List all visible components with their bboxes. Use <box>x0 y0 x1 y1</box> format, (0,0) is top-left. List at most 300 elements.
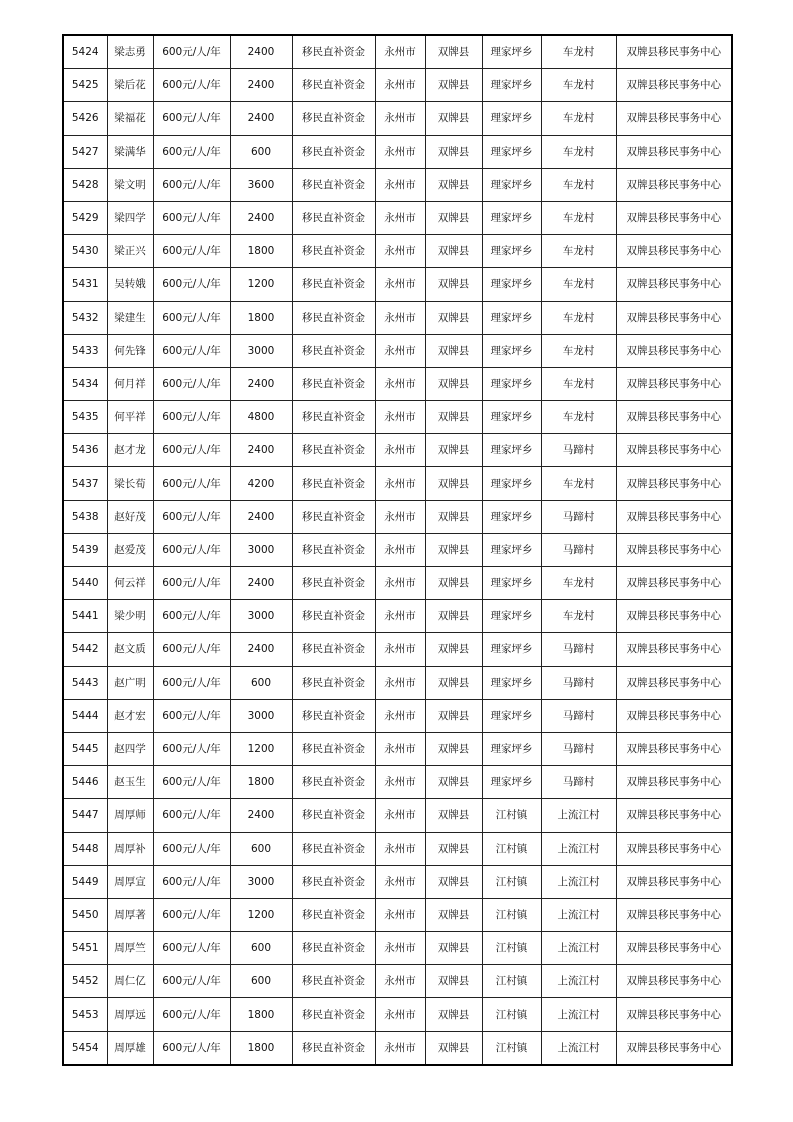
row-id-cell: 5431 <box>63 268 107 301</box>
name-cell: 赵爱茂 <box>107 533 153 566</box>
name-cell: 何平祥 <box>107 401 153 434</box>
fund-type-cell: 移民直补资金 <box>292 434 375 467</box>
county-cell: 双牌县 <box>425 500 482 533</box>
row-id-cell: 5434 <box>63 367 107 400</box>
village-cell: 车龙村 <box>541 235 616 268</box>
table-row <box>63 699 732 732</box>
agency-cell: 双牌县移民事务中心 <box>616 732 732 765</box>
row-id-cell: 5430 <box>63 235 107 268</box>
city-cell: 永州市 <box>375 898 425 931</box>
village-cell: 车龙村 <box>541 268 616 301</box>
row-id-cell: 5451 <box>63 932 107 965</box>
name-cell: 梁满华 <box>107 135 153 168</box>
fund-type-cell: 移民直补资金 <box>292 500 375 533</box>
row-id-cell: 5433 <box>63 334 107 367</box>
township-cell: 江村镇 <box>482 898 541 931</box>
county-cell: 双牌县 <box>425 932 482 965</box>
name-cell: 周厚雄 <box>107 1031 153 1065</box>
county-cell: 双牌县 <box>425 832 482 865</box>
township-cell: 理家坪乡 <box>482 699 541 732</box>
standard-cell: 600元/人/年 <box>153 965 230 998</box>
city-cell: 永州市 <box>375 69 425 102</box>
agency-cell: 双牌县移民事务中心 <box>616 135 732 168</box>
city-cell: 永州市 <box>375 600 425 633</box>
village-cell: 上流江村 <box>541 865 616 898</box>
township-cell: 理家坪乡 <box>482 533 541 566</box>
village-cell: 上流江村 <box>541 799 616 832</box>
village-cell: 车龙村 <box>541 367 616 400</box>
table-row <box>63 932 732 965</box>
table-body <box>63 35 732 1065</box>
village-cell: 车龙村 <box>541 401 616 434</box>
row-id-cell: 5435 <box>63 401 107 434</box>
fund-type-cell: 移民直补资金 <box>292 102 375 135</box>
amount-cell: 1800 <box>230 1031 292 1065</box>
name-cell: 梁长荀 <box>107 467 153 500</box>
table-row <box>63 500 732 533</box>
city-cell: 永州市 <box>375 932 425 965</box>
name-cell: 周厚远 <box>107 998 153 1031</box>
fund-type-cell: 移民直补资金 <box>292 268 375 301</box>
township-cell: 理家坪乡 <box>482 567 541 600</box>
agency-cell: 双牌县移民事务中心 <box>616 367 732 400</box>
village-cell: 上流江村 <box>541 898 616 931</box>
table-row <box>63 1031 732 1065</box>
county-cell: 双牌县 <box>425 799 482 832</box>
standard-cell: 600元/人/年 <box>153 567 230 600</box>
table-row <box>63 401 732 434</box>
township-cell: 理家坪乡 <box>482 135 541 168</box>
amount-cell: 1200 <box>230 268 292 301</box>
village-cell: 马蹄村 <box>541 699 616 732</box>
agency-cell: 双牌县移民事务中心 <box>616 1031 732 1065</box>
name-cell: 梁福花 <box>107 102 153 135</box>
amount-cell: 2400 <box>230 434 292 467</box>
township-cell: 江村镇 <box>482 832 541 865</box>
amount-cell: 2400 <box>230 201 292 234</box>
agency-cell: 双牌县移民事务中心 <box>616 567 732 600</box>
agency-cell: 双牌县移民事务中心 <box>616 35 732 69</box>
standard-cell: 600元/人/年 <box>153 201 230 234</box>
village-cell: 马蹄村 <box>541 732 616 765</box>
city-cell: 永州市 <box>375 334 425 367</box>
standard-cell: 600元/人/年 <box>153 467 230 500</box>
subsidy-table <box>62 34 733 1066</box>
village-cell: 车龙村 <box>541 567 616 600</box>
city-cell: 永州市 <box>375 998 425 1031</box>
row-id-cell: 5439 <box>63 533 107 566</box>
county-cell: 双牌县 <box>425 102 482 135</box>
county-cell: 双牌县 <box>425 434 482 467</box>
fund-type-cell: 移民直补资金 <box>292 367 375 400</box>
township-cell: 江村镇 <box>482 965 541 998</box>
table-row <box>63 666 732 699</box>
agency-cell: 双牌县移民事务中心 <box>616 467 732 500</box>
village-cell: 车龙村 <box>541 35 616 69</box>
standard-cell: 600元/人/年 <box>153 766 230 799</box>
row-id-cell: 5447 <box>63 799 107 832</box>
village-cell: 车龙村 <box>541 135 616 168</box>
agency-cell: 双牌县移民事务中心 <box>616 832 732 865</box>
row-id-cell: 5454 <box>63 1031 107 1065</box>
table-row <box>63 600 732 633</box>
county-cell: 双牌县 <box>425 600 482 633</box>
township-cell: 理家坪乡 <box>482 600 541 633</box>
county-cell: 双牌县 <box>425 766 482 799</box>
city-cell: 永州市 <box>375 268 425 301</box>
agency-cell: 双牌县移民事务中心 <box>616 600 732 633</box>
table-row <box>63 533 732 566</box>
agency-cell: 双牌县移民事务中心 <box>616 898 732 931</box>
village-cell: 马蹄村 <box>541 533 616 566</box>
row-id-cell: 5442 <box>63 633 107 666</box>
standard-cell: 600元/人/年 <box>153 35 230 69</box>
agency-cell: 双牌县移民事务中心 <box>616 434 732 467</box>
fund-type-cell: 移民直补资金 <box>292 168 375 201</box>
row-id-cell: 5446 <box>63 766 107 799</box>
village-cell: 车龙村 <box>541 69 616 102</box>
city-cell: 永州市 <box>375 135 425 168</box>
county-cell: 双牌县 <box>425 998 482 1031</box>
row-id-cell: 5445 <box>63 732 107 765</box>
amount-cell: 2400 <box>230 799 292 832</box>
row-id-cell: 5425 <box>63 69 107 102</box>
village-cell: 马蹄村 <box>541 500 616 533</box>
fund-type-cell: 移民直补资金 <box>292 201 375 234</box>
row-id-cell: 5429 <box>63 201 107 234</box>
amount-cell: 2400 <box>230 567 292 600</box>
row-id-cell: 5436 <box>63 434 107 467</box>
fund-type-cell: 移民直补资金 <box>292 334 375 367</box>
amount-cell: 600 <box>230 666 292 699</box>
name-cell: 何月祥 <box>107 367 153 400</box>
amount-cell: 2400 <box>230 367 292 400</box>
table-row <box>63 334 732 367</box>
name-cell: 梁志勇 <box>107 35 153 69</box>
fund-type-cell: 移民直补资金 <box>292 799 375 832</box>
township-cell: 江村镇 <box>482 799 541 832</box>
fund-type-cell: 移民直补资金 <box>292 699 375 732</box>
row-id-cell: 5449 <box>63 865 107 898</box>
table-row <box>63 732 732 765</box>
amount-cell: 3000 <box>230 533 292 566</box>
amount-cell: 600 <box>230 832 292 865</box>
village-cell: 上流江村 <box>541 932 616 965</box>
amount-cell: 3000 <box>230 334 292 367</box>
row-id-cell: 5448 <box>63 832 107 865</box>
name-cell: 赵才宏 <box>107 699 153 732</box>
amount-cell: 2400 <box>230 500 292 533</box>
county-cell: 双牌县 <box>425 467 482 500</box>
agency-cell: 双牌县移民事务中心 <box>616 865 732 898</box>
agency-cell: 双牌县移民事务中心 <box>616 301 732 334</box>
table-row <box>63 35 732 69</box>
name-cell: 赵四学 <box>107 732 153 765</box>
agency-cell: 双牌县移民事务中心 <box>616 932 732 965</box>
amount-cell: 1800 <box>230 998 292 1031</box>
amount-cell: 600 <box>230 965 292 998</box>
standard-cell: 600元/人/年 <box>153 699 230 732</box>
table-row <box>63 301 732 334</box>
agency-cell: 双牌县移民事务中心 <box>616 666 732 699</box>
township-cell: 理家坪乡 <box>482 334 541 367</box>
amount-cell: 2400 <box>230 69 292 102</box>
county-cell: 双牌县 <box>425 301 482 334</box>
county-cell: 双牌县 <box>425 168 482 201</box>
fund-type-cell: 移民直补资金 <box>292 235 375 268</box>
table-row <box>63 898 732 931</box>
city-cell: 永州市 <box>375 168 425 201</box>
village-cell: 车龙村 <box>541 334 616 367</box>
fund-type-cell: 移民直补资金 <box>292 766 375 799</box>
county-cell: 双牌县 <box>425 201 482 234</box>
amount-cell: 2400 <box>230 35 292 69</box>
table-row <box>63 832 732 865</box>
name-cell: 赵才龙 <box>107 434 153 467</box>
row-id-cell: 5452 <box>63 965 107 998</box>
table-row <box>63 965 732 998</box>
table-row <box>63 865 732 898</box>
amount-cell: 1800 <box>230 766 292 799</box>
city-cell: 永州市 <box>375 666 425 699</box>
township-cell: 理家坪乡 <box>482 633 541 666</box>
standard-cell: 600元/人/年 <box>153 500 230 533</box>
city-cell: 永州市 <box>375 201 425 234</box>
amount-cell: 1200 <box>230 732 292 765</box>
name-cell: 梁正兴 <box>107 235 153 268</box>
name-cell: 梁文明 <box>107 168 153 201</box>
city-cell: 永州市 <box>375 35 425 69</box>
row-id-cell: 5443 <box>63 666 107 699</box>
village-cell: 上流江村 <box>541 1031 616 1065</box>
table-row <box>63 235 732 268</box>
fund-type-cell: 移民直补资金 <box>292 732 375 765</box>
village-cell: 车龙村 <box>541 600 616 633</box>
name-cell: 周厚著 <box>107 898 153 931</box>
county-cell: 双牌县 <box>425 732 482 765</box>
name-cell: 赵文质 <box>107 633 153 666</box>
agency-cell: 双牌县移民事务中心 <box>616 799 732 832</box>
table-row <box>63 799 732 832</box>
fund-type-cell: 移民直补资金 <box>292 533 375 566</box>
township-cell: 江村镇 <box>482 865 541 898</box>
name-cell: 吴转娥 <box>107 268 153 301</box>
name-cell: 周厚师 <box>107 799 153 832</box>
table-row <box>63 201 732 234</box>
amount-cell: 2400 <box>230 633 292 666</box>
standard-cell: 600元/人/年 <box>153 1031 230 1065</box>
township-cell: 江村镇 <box>482 1031 541 1065</box>
table-row <box>63 633 732 666</box>
standard-cell: 600元/人/年 <box>153 533 230 566</box>
fund-type-cell: 移民直补资金 <box>292 832 375 865</box>
row-id-cell: 5437 <box>63 467 107 500</box>
county-cell: 双牌县 <box>425 268 482 301</box>
standard-cell: 600元/人/年 <box>153 799 230 832</box>
city-cell: 永州市 <box>375 235 425 268</box>
fund-type-cell: 移民直补资金 <box>292 998 375 1031</box>
standard-cell: 600元/人/年 <box>153 932 230 965</box>
standard-cell: 600元/人/年 <box>153 334 230 367</box>
name-cell: 梁建生 <box>107 301 153 334</box>
village-cell: 车龙村 <box>541 301 616 334</box>
standard-cell: 600元/人/年 <box>153 600 230 633</box>
agency-cell: 双牌县移民事务中心 <box>616 965 732 998</box>
row-id-cell: 5428 <box>63 168 107 201</box>
fund-type-cell: 移民直补资金 <box>292 1031 375 1065</box>
village-cell: 马蹄村 <box>541 766 616 799</box>
village-cell: 上流江村 <box>541 965 616 998</box>
village-cell: 马蹄村 <box>541 666 616 699</box>
city-cell: 永州市 <box>375 832 425 865</box>
table-row <box>63 367 732 400</box>
city-cell: 永州市 <box>375 799 425 832</box>
city-cell: 永州市 <box>375 467 425 500</box>
fund-type-cell: 移民直补资金 <box>292 898 375 931</box>
county-cell: 双牌县 <box>425 334 482 367</box>
amount-cell: 4200 <box>230 467 292 500</box>
agency-cell: 双牌县移民事务中心 <box>616 334 732 367</box>
agency-cell: 双牌县移民事务中心 <box>616 699 732 732</box>
township-cell: 理家坪乡 <box>482 35 541 69</box>
agency-cell: 双牌县移民事务中心 <box>616 235 732 268</box>
county-cell: 双牌县 <box>425 567 482 600</box>
township-cell: 理家坪乡 <box>482 666 541 699</box>
standard-cell: 600元/人/年 <box>153 865 230 898</box>
amount-cell: 1800 <box>230 301 292 334</box>
row-id-cell: 5426 <box>63 102 107 135</box>
county-cell: 双牌县 <box>425 633 482 666</box>
fund-type-cell: 移民直补资金 <box>292 600 375 633</box>
village-cell: 车龙村 <box>541 102 616 135</box>
fund-type-cell: 移民直补资金 <box>292 301 375 334</box>
township-cell: 江村镇 <box>482 998 541 1031</box>
fund-type-cell: 移民直补资金 <box>292 932 375 965</box>
county-cell: 双牌县 <box>425 533 482 566</box>
township-cell: 理家坪乡 <box>482 401 541 434</box>
name-cell: 周厚补 <box>107 832 153 865</box>
row-id-cell: 5450 <box>63 898 107 931</box>
amount-cell: 3000 <box>230 865 292 898</box>
standard-cell: 600元/人/年 <box>153 235 230 268</box>
name-cell: 梁少明 <box>107 600 153 633</box>
table-row <box>63 567 732 600</box>
table-row <box>63 102 732 135</box>
row-id-cell: 5453 <box>63 998 107 1031</box>
city-cell: 永州市 <box>375 1031 425 1065</box>
row-id-cell: 5441 <box>63 600 107 633</box>
fund-type-cell: 移民直补资金 <box>292 865 375 898</box>
township-cell: 理家坪乡 <box>482 268 541 301</box>
township-cell: 理家坪乡 <box>482 732 541 765</box>
city-cell: 永州市 <box>375 367 425 400</box>
city-cell: 永州市 <box>375 865 425 898</box>
standard-cell: 600元/人/年 <box>153 168 230 201</box>
village-cell: 车龙村 <box>541 168 616 201</box>
table-row <box>63 135 732 168</box>
name-cell: 赵好茂 <box>107 500 153 533</box>
township-cell: 理家坪乡 <box>482 500 541 533</box>
city-cell: 永州市 <box>375 533 425 566</box>
city-cell: 永州市 <box>375 732 425 765</box>
agency-cell: 双牌县移民事务中心 <box>616 201 732 234</box>
row-id-cell: 5432 <box>63 301 107 334</box>
name-cell: 赵玉生 <box>107 766 153 799</box>
township-cell: 理家坪乡 <box>482 201 541 234</box>
standard-cell: 600元/人/年 <box>153 832 230 865</box>
township-cell: 理家坪乡 <box>482 235 541 268</box>
row-id-cell: 5424 <box>63 35 107 69</box>
agency-cell: 双牌县移民事务中心 <box>616 102 732 135</box>
table-row <box>63 467 732 500</box>
name-cell: 梁四学 <box>107 201 153 234</box>
county-cell: 双牌县 <box>425 35 482 69</box>
city-cell: 永州市 <box>375 567 425 600</box>
standard-cell: 600元/人/年 <box>153 732 230 765</box>
amount-cell: 3000 <box>230 600 292 633</box>
agency-cell: 双牌县移民事务中心 <box>616 168 732 201</box>
fund-type-cell: 移民直补资金 <box>292 69 375 102</box>
city-cell: 永州市 <box>375 102 425 135</box>
name-cell: 梁后花 <box>107 69 153 102</box>
village-cell: 马蹄村 <box>541 633 616 666</box>
city-cell: 永州市 <box>375 301 425 334</box>
county-cell: 双牌县 <box>425 69 482 102</box>
county-cell: 双牌县 <box>425 367 482 400</box>
standard-cell: 600元/人/年 <box>153 434 230 467</box>
city-cell: 永州市 <box>375 500 425 533</box>
agency-cell: 双牌县移民事务中心 <box>616 268 732 301</box>
county-cell: 双牌县 <box>425 965 482 998</box>
fund-type-cell: 移民直补资金 <box>292 467 375 500</box>
village-cell: 上流江村 <box>541 998 616 1031</box>
township-cell: 江村镇 <box>482 932 541 965</box>
row-id-cell: 5440 <box>63 567 107 600</box>
standard-cell: 600元/人/年 <box>153 666 230 699</box>
standard-cell: 600元/人/年 <box>153 998 230 1031</box>
row-id-cell: 5438 <box>63 500 107 533</box>
fund-type-cell: 移民直补资金 <box>292 666 375 699</box>
county-cell: 双牌县 <box>425 898 482 931</box>
table-row <box>63 434 732 467</box>
standard-cell: 600元/人/年 <box>153 367 230 400</box>
fund-type-cell: 移民直补资金 <box>292 567 375 600</box>
agency-cell: 双牌县移民事务中心 <box>616 401 732 434</box>
name-cell: 何云祥 <box>107 567 153 600</box>
name-cell: 周厚宣 <box>107 865 153 898</box>
standard-cell: 600元/人/年 <box>153 69 230 102</box>
village-cell: 马蹄村 <box>541 434 616 467</box>
village-cell: 车龙村 <box>541 201 616 234</box>
city-cell: 永州市 <box>375 401 425 434</box>
city-cell: 永州市 <box>375 633 425 666</box>
fund-type-cell: 移民直补资金 <box>292 633 375 666</box>
table-row <box>63 268 732 301</box>
name-cell: 周厚竺 <box>107 932 153 965</box>
row-id-cell: 5444 <box>63 699 107 732</box>
fund-type-cell: 移民直补资金 <box>292 35 375 69</box>
standard-cell: 600元/人/年 <box>153 135 230 168</box>
amount-cell: 600 <box>230 135 292 168</box>
village-cell: 车龙村 <box>541 467 616 500</box>
row-id-cell: 5427 <box>63 135 107 168</box>
township-cell: 理家坪乡 <box>482 168 541 201</box>
amount-cell: 1800 <box>230 235 292 268</box>
county-cell: 双牌县 <box>425 666 482 699</box>
amount-cell: 1200 <box>230 898 292 931</box>
agency-cell: 双牌县移民事务中心 <box>616 69 732 102</box>
standard-cell: 600元/人/年 <box>153 268 230 301</box>
